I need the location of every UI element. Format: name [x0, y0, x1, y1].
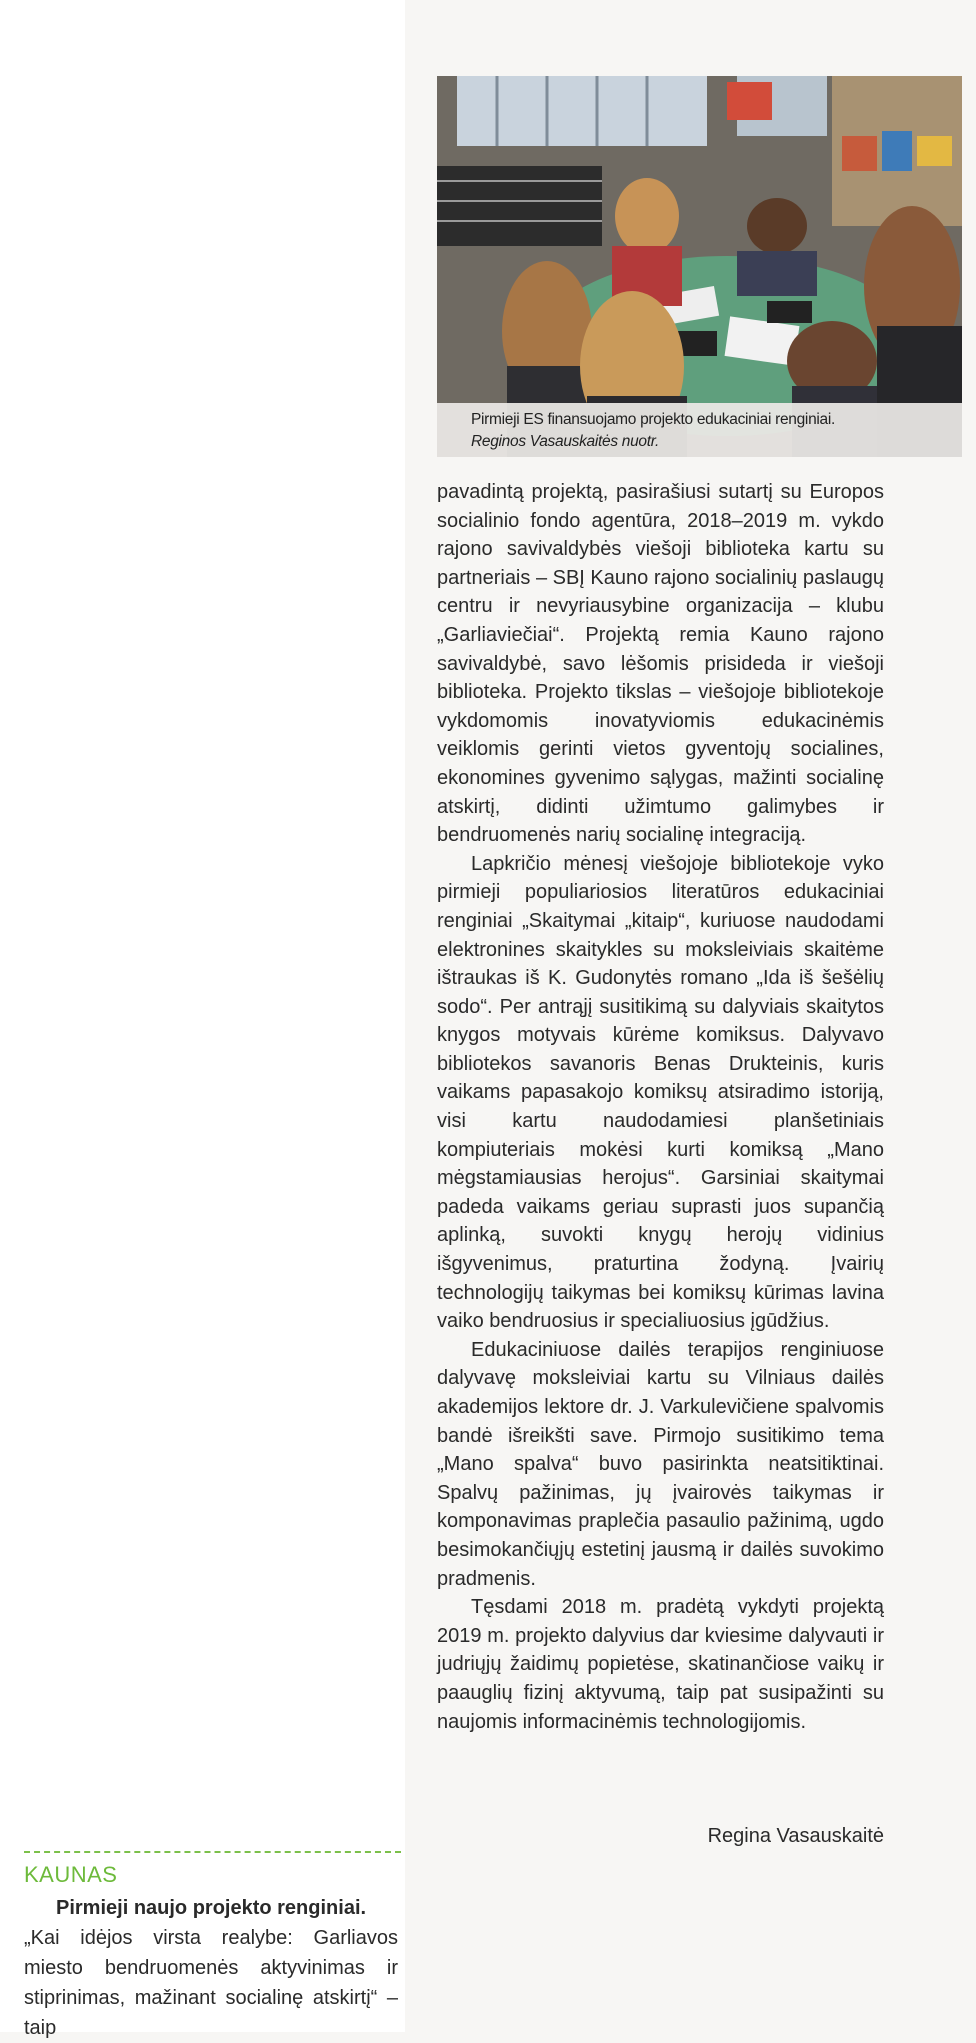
article-paragraph: Lapkričio mėnesį viešojoje bibliotekoje vyko pirmieji populiariosios literatūros edukaciniai renginiai „Skaitymai „kitaip“, kuriuose naudodami elektronines skaitykles su moksleiviais skaitėme ištraukas iš K. Gudonytės romano „Ida iš šešėlių sodo“. Per antrąjį susitikimą su dalyviais skaitytos knygos motyvais kūrėme komiksus. Dalyvavo bibliotekos savanoris Benas Drukteinis, kuris vaikams papasakojo komiksų atsiradimo istoriją, visi kartu naudodamiesi planšetiniais kompiuteriais mokėsi kurti komiksą „Mano mėgstamiausias herojus“. Garsiniai skaitymai padeda vaikams geriau suprasti juos supančią aplinką, suvokti knygų herojų vidinius išgyvenimus, praturtina žodyną. Įvairių technologijų taikymas bei komiksų kūrimas lavina vaiko bendruosius ir specialiuosius įgūdžius.	[437, 852, 884, 1333]
article-paragraph: Tęsdami 2018 m. pradėtą vykdyti projektą 2019 m. projekto dalyvius dar kviesime dalyvauti ir judriųjų žaidimų popietėse, skatinančiose vaikų ir paauglių fizinį aktyvumą, taip pat susipažinti su naujomis informacinėmis technologijomis.	[437, 1596, 884, 1733]
article-paragraph: pavadintą projektą, pasirašiusi sutartį su Europos socialinio fondo agentūra, 2018–2019 m. vykdo rajono savivaldybės viešoji biblioteka kartu su partneriais – SBĮ Kauno rajono socialinių paslaugų centru ir nevyriausybine organizacija – klubu „Garliaviečiai“. Projektą remia Kauno rajono savivaldybė, savo lėšomis prisideda ir viešoji biblioteka. Projekto tikslas – viešojoje bibliotekoje vykdomomis inovatyviomis edukacinėmis veiklomis gerinti vietos gyventojų socialines, ekonomines gyvenimo sąlygas, mažinti socialinę atskirtį, didinti užimtumo galimybes ir bendruomenės narių socialinę integraciją.	[437, 481, 884, 847]
left-column	[0, 0, 405, 2032]
photo-caption	[437, 403, 962, 457]
classroom-photo-illustration	[437, 76, 962, 457]
region-heading: KAUNAS	[24, 1862, 118, 1887]
caption-text: Pirmieji ES finansuojamo projekto edukaciniai renginiai.	[471, 411, 836, 428]
article-photo	[437, 76, 962, 457]
section-divider	[24, 1851, 401, 1853]
article-author: Regina Vasauskaitė	[707, 1825, 884, 1847]
sidebar-lead: Pirmieji naujo projekto renginiai.	[56, 1897, 367, 1919]
sidebar-article	[24, 1893, 398, 2043]
photo-credit: Reginos Vasauskaitės nuotr.	[471, 433, 660, 450]
article-body	[437, 478, 884, 1736]
article-paragraph: Edukaciniuose dailės terapijos renginiuose dalyvavę moksleiviai kartu su Vilniaus dailės akademijos lektore dr. J. Varkulevičiene spalvomis bandė išreikšti save. Pirmojo susitikimo tema „Mano spalva“ buvo pasirinkta neatsitiktinai. Spalvų pažinimas, jų įvairovės taikymas ir komponavimas praplečia pasaulio pažinimą, ugdo besimokančiųjų estetinį jausmą ir dailės suvokimo pradmenis.	[437, 1338, 884, 1590]
sidebar-text: „Kai idėjos virsta realybe: Garliavos miesto bendruomenės aktyvinimas ir stiprinimas, mažinant socialinę atskirtį“ – taip	[24, 1927, 398, 2039]
